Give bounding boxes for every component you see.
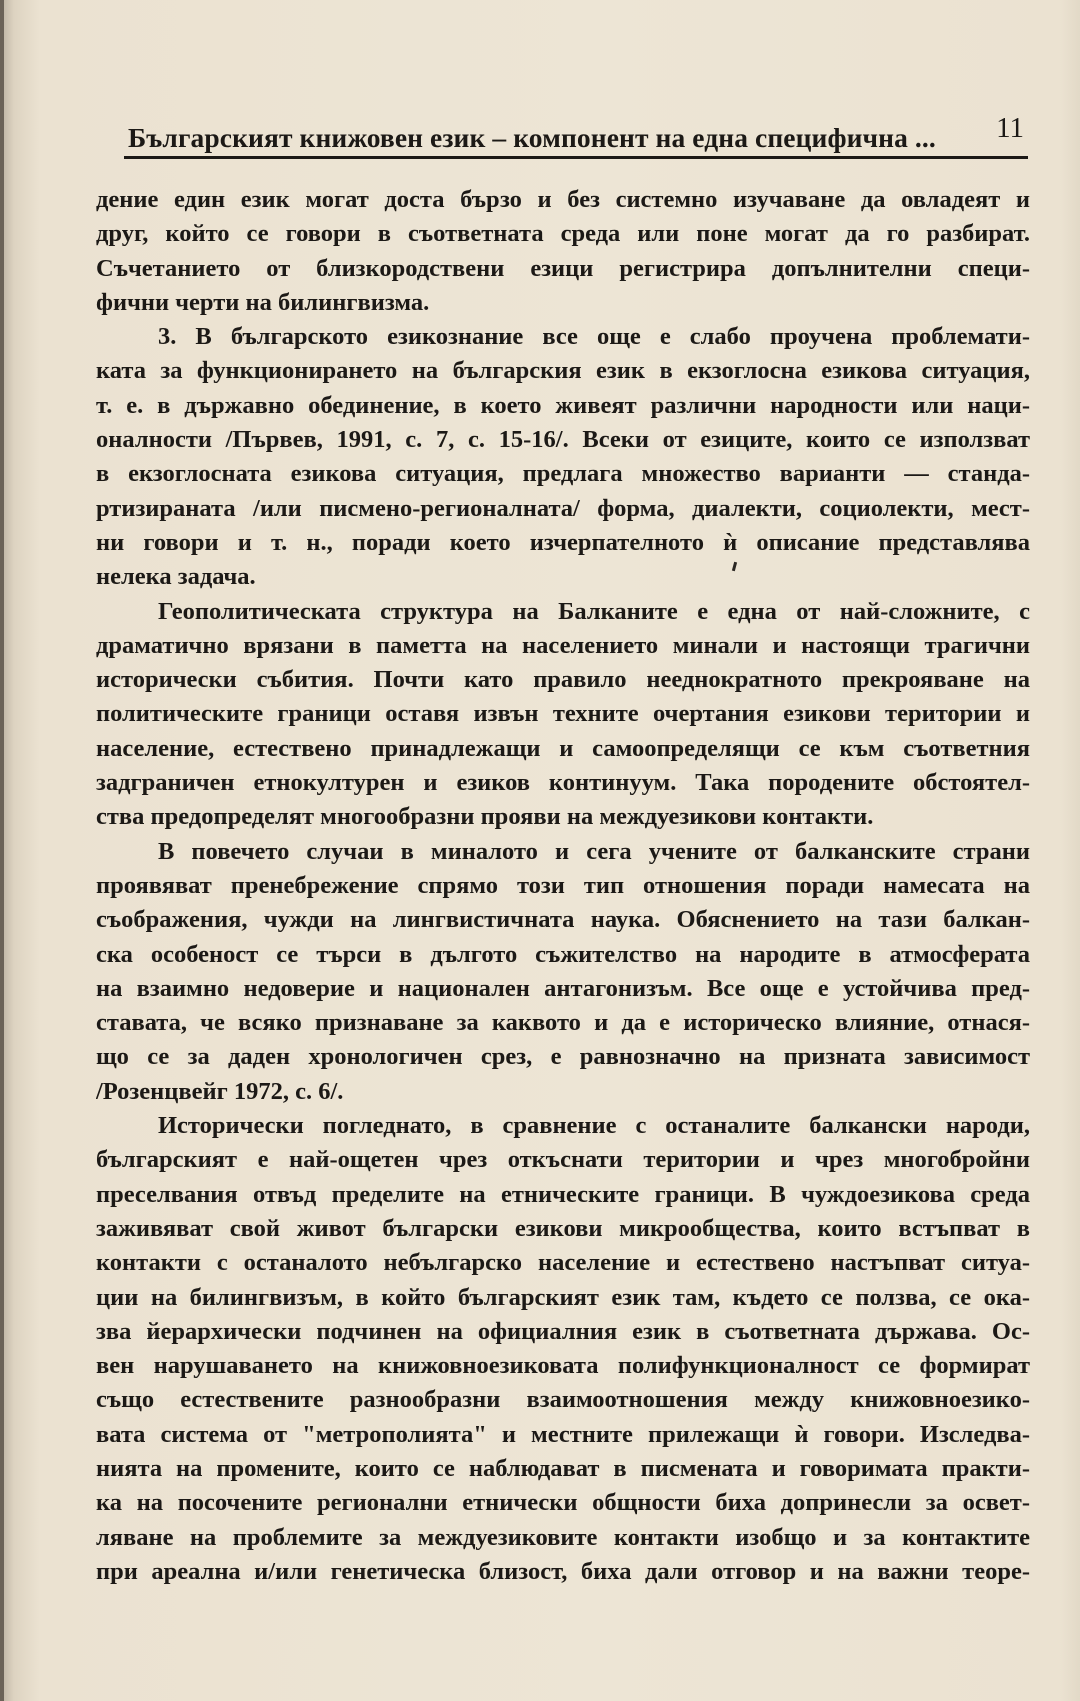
text-line: 3. В българското езикознание все още е слабо проучена проблемати-	[158, 323, 1030, 351]
text-line: зва йерархически подчинен на официалния език в съответната държава. Ос-	[96, 1317, 1030, 1345]
text-line: т. е. в държавно обединение, в което живеят различни народности или наци-	[96, 391, 1030, 419]
text-line: българският е най-ощетен чрез откъснати територии и чрез многобройни	[96, 1146, 1030, 1174]
text-line: оналности /Първев, 1991, с. 7, с. 15-16/. Всеки от езиците, които се използват	[96, 426, 1030, 454]
text-line: ката за функционирането на българския език в екзоглосна езикова ситуация,	[96, 357, 1030, 385]
page-number: 11	[996, 112, 1024, 144]
text-line: дение един език могат доста бързо и без системно изучаване да овладеят и	[96, 186, 1030, 213]
text-line: що се за даден хронологичен срез, е равнозначно на призната зависимост	[96, 1043, 1030, 1071]
body-text	[96, 183, 1030, 1589]
text-line: ции на билингвизъм, в който българският език там, където се ползва, се ока-	[96, 1283, 1030, 1311]
text-line: контакти с останалото небългарско население и естествено настъпват ситуа-	[96, 1249, 1030, 1277]
text-line: В повечето случаи в миналото и сега учените от балканските страни	[158, 837, 1030, 865]
text-line: в екзоглосната езикова ситуация, предлага множество варианти — станда-	[96, 460, 1030, 488]
text-line: фични черти на билингвизма.	[96, 288, 430, 316]
text-line: ртизираната /или писмено-регионалната/ форма, диалекти, социолекти, мест-	[96, 494, 1030, 522]
page-edge-shadow	[0, 0, 4, 1701]
text-line: ства предопределят многообразни прояви на междуезикови контакти.	[96, 803, 874, 831]
text-line: нията на промените, които се наблюдават в писмената и говоримата практи-	[96, 1454, 1030, 1482]
text-line: ни говори и т. н., поради което изчерпателното ѝ описание представлява	[96, 528, 1030, 556]
text-line: /Розенцвейг 1972, с. 6/.	[96, 1077, 344, 1105]
header-rule	[124, 156, 1028, 159]
text-line: вен нарушаването на книжовноезиковата полифункционалност се формират	[96, 1352, 1030, 1380]
text-line: при ареална и/или генетическа близост, биха дали отговор и на важни теоре-	[96, 1557, 1030, 1585]
text-line: Исторически погледнато, в сравнение с останалите балкански народи,	[158, 1112, 1030, 1140]
text-line: друг, който се говори в съответната среда или поне могат да го разбират.	[96, 220, 1030, 248]
running-head	[98, 112, 1028, 156]
running-title: Българският книжовен език – компонент на една специфична ...	[128, 122, 936, 153]
text-line: нелека задача.	[96, 563, 256, 591]
text-line: Съчетанието от близкородствени езици регистрира допълнителни специ-	[96, 254, 1030, 282]
text-line: драматично врязани в паметта на населението минали и настоящи трагични	[96, 631, 1030, 659]
text-line: проявяват пренебрежение спрямо този тип отношения поради намесата на	[96, 871, 1030, 899]
text-line: ка на посочените регионални етнически общности биха допринесли за освет-	[96, 1489, 1030, 1517]
text-line: Геополитическата структура на Балканите е една от най-сложните, с	[158, 597, 1030, 625]
text-line: съображения, чужди на лингвистичната наука. Обяснението на тази балкан-	[96, 906, 1030, 934]
text-line: политическите граници оставя извън техните очертания езикови територии и	[96, 700, 1030, 728]
text-line: също естествените разнообразни взаимоотношения между книжовноезико-	[96, 1386, 1030, 1414]
text-line: исторически събития. Почти като правило нееднократното прекрояване на	[96, 666, 1030, 694]
text-line: на взаимно недоверие и национален антагонизъм. Все още е устойчива пред-	[96, 974, 1030, 1002]
text-line: ставата, че всяко признаване за каквото и да е историческо влияние, отнася-	[96, 1009, 1030, 1037]
text-line: ляване на проблемите за междуезиковите контакти изобщо и за контактите	[96, 1523, 1030, 1551]
text-line: задграничен етнокултурен и езиков континуум. Така породените обстоятел-	[96, 769, 1030, 797]
text-line: заживяват свой живот български езикови микрообщества, които встъпват в	[96, 1214, 1030, 1242]
text-line: ска особеност се търси в дългото съжителство на народите в атмосферата	[96, 940, 1030, 968]
text-line: вата система от "метрополията" и местните прилежащи ѝ говори. Изследва-	[96, 1420, 1030, 1448]
text-line: население, естествено принадлежащи и самоопределящи се към съответния	[96, 734, 1030, 762]
text-line: преселвания отвъд пределите на етническите граници. В чуждоезикова среда	[96, 1180, 1030, 1208]
